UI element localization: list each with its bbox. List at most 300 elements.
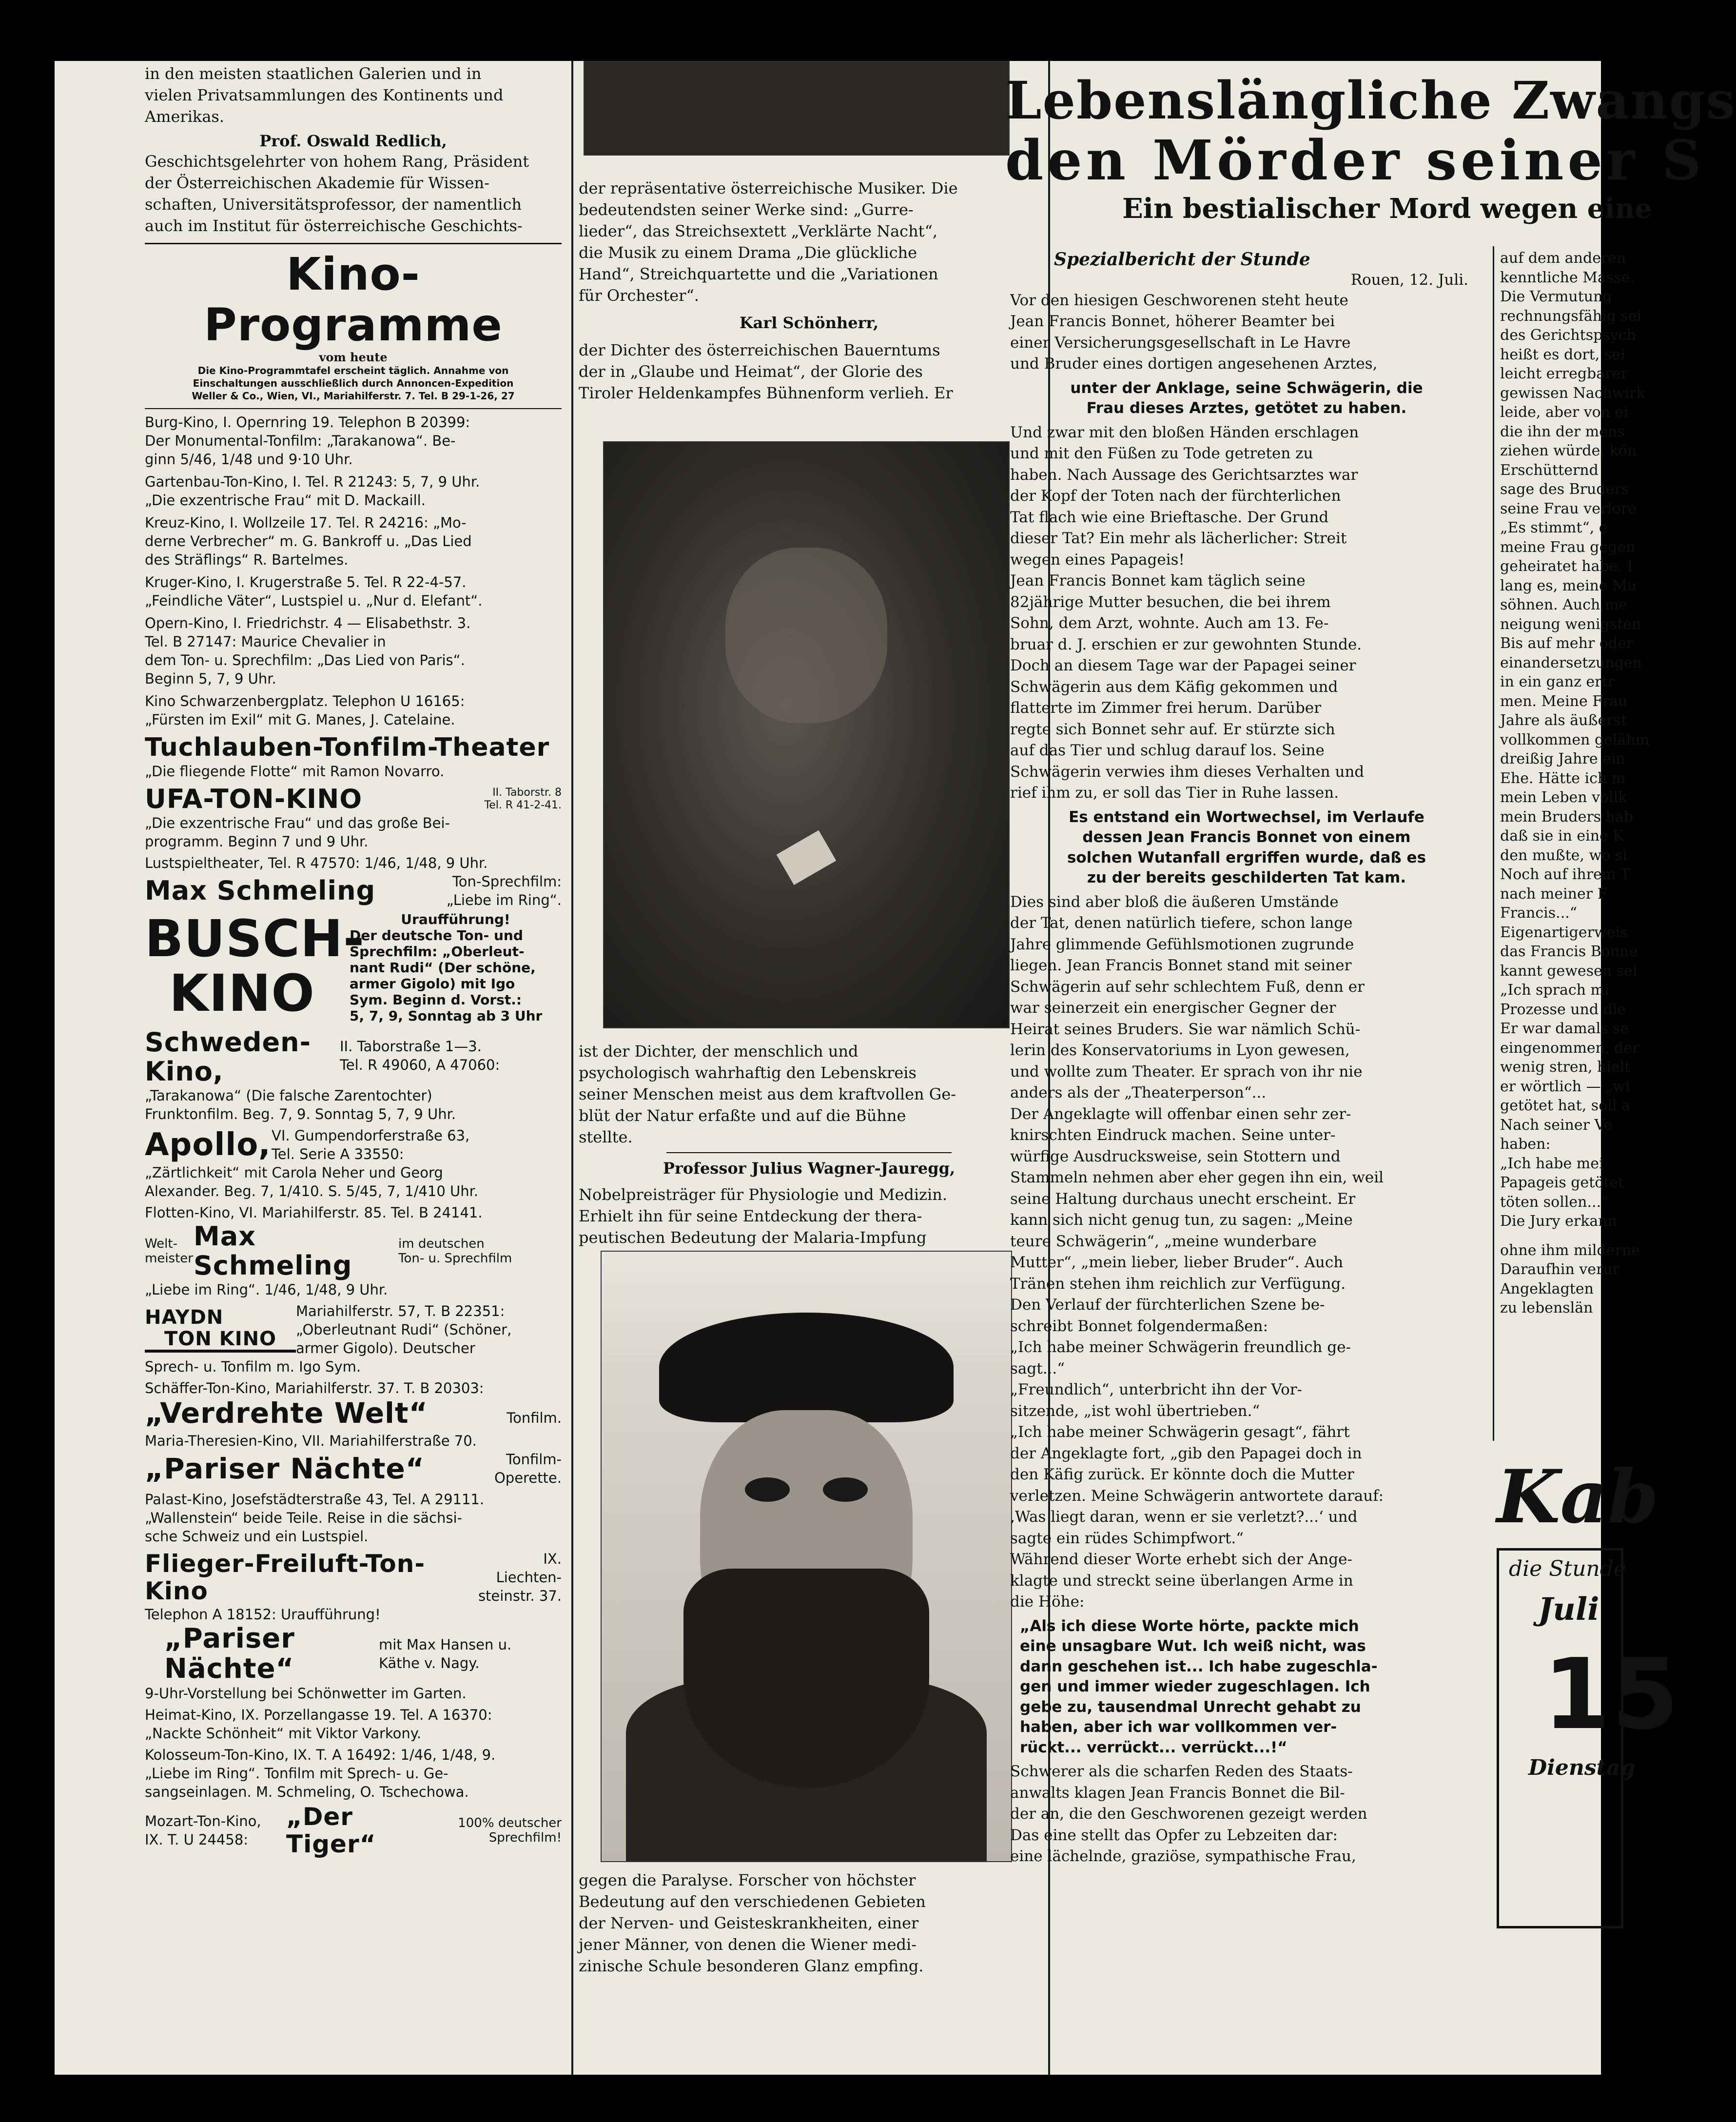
text-line: Bedeutung auf den verschiedenen Gebieten [579,1892,926,1911]
text-line: rechnungsfähig sei [1500,307,1642,325]
text-line: Schwerer als die scharfen Reden des Staats- [1010,1763,1353,1780]
text-line: Mutter“, „mein lieber, lieber Bruder“. Auch [1010,1254,1344,1271]
text-line: „Ich habe mei [1500,1155,1604,1172]
text-line: einer Versicherungsgesellschaft in Le Havre [1010,334,1351,352]
text-line: lerin des Konservatoriums in Lyon gewesen, [1010,1041,1350,1059]
apollo-addr [272,1126,562,1163]
text-line: Der Monumental-Tonfilm: „Tarakanowa“. Be- [145,432,456,449]
photo-wagner-jauregg [601,1251,1012,1862]
text-line: anders als der „Theaterperson“... [1010,1084,1267,1101]
text-line: nant Rudi“ (Der schöne, [350,960,536,976]
text-line: armer Gigolo) mit Igo [350,976,515,992]
text-line: Vor den hiesigen Geschworenen steht heute [1010,291,1348,309]
text-line: Doch an diesem Tage war der Papagei seiner [1010,657,1356,674]
article-bonnet [1010,249,1483,1868]
text-line: daß sie in eine K [1500,827,1624,845]
haydn-logo [145,1307,296,1353]
text-line: blüt der Natur erfaßte und auf die Bühne [579,1106,906,1125]
pariser-block-2 [145,1624,562,1684]
text-line: Tonfilm- [506,1451,562,1468]
text-line: Amerikas. [145,107,224,126]
ad-title: Kab [1497,1454,1659,1540]
text-line: Schäffer-Ton-Kino, Mariahilferstr. 37. T. B 20303: [145,1380,484,1396]
kolosseum-block [145,1746,562,1801]
text-line: Jean Francis Bonnet kam täglich seine [1010,572,1306,589]
verdrehte-block [145,1397,562,1429]
text-line: rückt... verrückt... verrückt...!“ [1020,1738,1287,1756]
newspaper-page [55,61,1736,2075]
text-line: schaften, Universitätsprofessor, der namentlich [145,195,522,214]
text-line: Schwägerin auf sehr schlechtem Fuß, denn er [1010,978,1365,996]
text-line: getötet hat, soll a [1500,1097,1630,1114]
wagner-name: Professor Julius Wagner-Jauregg, [663,1159,956,1178]
text-line: Hand“, Streichquartette und die „Variationen [579,265,938,283]
busch-kino-title [145,909,365,1023]
column-kino [145,63,562,1858]
text-line: der Angeklagte fort, „gib den Papagei doch in [1010,1444,1362,1462]
text-line: der repräsentative österreichische Musiker. Die [579,179,958,197]
ad-sub: die Stunde [1509,1556,1626,1581]
text-line: Dies sind aber bloß die äußeren Umstände [1010,893,1339,911]
text-line: im deutschen [398,1237,485,1251]
text-line: würfige Ausdrucksweise, sein Stottern und [1010,1147,1341,1165]
section-divider [666,1152,952,1153]
text-line: gebe zu, tausendmal Unrecht gehabt zu [1020,1698,1361,1716]
text-line: Palast-Kino, Josefstädterstraße 43, Tel. A 29111. [145,1491,485,1508]
text-line: zu lebenslän [1500,1299,1593,1316]
text-line: 100% deutscher [458,1816,562,1830]
text-line: den mußte, wo si [1500,846,1627,864]
text-line: 82jährige Mutter besuchen, die bei ihrem [1010,593,1331,611]
paragraph-3 [1010,892,1483,1612]
text-line: Sohn, dem Arzt, wohnte. Auch am 13. Fe- [1010,614,1329,632]
text-line: Tränen stehen ihm reichlich zur Verfügung. [1010,1275,1346,1293]
text-line: Käthe v. Nagy. [379,1655,480,1671]
text-line: Ton- u. Sprechfilm [398,1251,512,1266]
text-line: gewissen Nachwirk [1500,384,1645,402]
text-line: solchen Wutanfall ergriffen wurde, daß es [1067,848,1426,866]
text-line: den Käfig zurück. Er könnte doch die Mutter [1010,1466,1354,1483]
text-line: 5, 7, 9, Sonntag ab 3 Uhr [350,1008,543,1024]
text-line: Tonfilm. [507,1410,562,1426]
kino-programme-subtitle: vom heute [319,350,388,364]
list-item [145,573,562,610]
text-line: die Musik zu einem Drama „Die glückliche [579,243,917,262]
title-line: BUSCH- [145,909,365,968]
text-line: mein Bruders hab [1500,808,1634,825]
text-line: das Francis Bonne [1500,943,1638,960]
text-line: neigung wenigsten [1500,615,1641,633]
text-line: eingenommen, der [1500,1039,1639,1057]
text-line: Daraufhin verur [1500,1261,1620,1278]
text-line: nach meiner F [1500,885,1608,903]
text-line: Erhielt ihn für seine Entdeckung der thera- [579,1207,922,1225]
schmeling-side [447,872,562,909]
list-item [145,614,562,688]
logo-line: TON [164,1328,212,1350]
text-line: kannt gewesen sei [1500,962,1638,980]
portrait-highlight [777,830,836,885]
tiger-title: „Der Tiger“ [286,1803,376,1858]
ad-day: 15 [1543,1638,1680,1751]
text-line: Der Angeklagte will offenbar einen sehr zer- [1010,1105,1351,1123]
text-line: armer Gigolo). Deutscher [296,1340,475,1356]
text-line: haben, aber ich war vollkommen ver- [1020,1718,1337,1736]
text-line: für Orchester“. [579,286,699,305]
list-item [145,472,562,510]
text-line: „Tarakanowa“ (Die falsche Zarentochter) [145,1087,432,1104]
portrait-hat [659,1313,954,1422]
logo-line: HAYDN [145,1306,224,1329]
text-line: sagt...“ [1010,1359,1065,1377]
text-line: Alexander. Beg. 7, 1/410. S. 5/45, 7, 1/410 Uhr. [145,1183,479,1199]
text-line: Jahre als äußerst [1500,712,1627,729]
flotten-line: Flotten-Kino, VI. Mariahilferstr. 85. Tel. B 24141. [145,1204,483,1221]
text-line: Heirat seines Bruders. Sie war nämlich Schü- [1010,1020,1361,1038]
pariser-title: „Pariser Nächte“ [145,1452,425,1485]
portrait-eye-left [745,1477,790,1502]
tuchlauben-title: Tuchlauben-Tonfilm-Theater [145,733,550,762]
text-line: die ihn der mens [1500,423,1625,440]
text-line: Die Jury erkann [1500,1213,1617,1230]
text-line: bruar d. J. erschien er zur gewohnten Stunde. [1010,635,1362,653]
text-line: auf das Tier und schlug darauf los. Seine [1010,742,1325,759]
section-divider [145,408,562,409]
text-line: Kolosseum-Ton-Kino, IX. T. A 16492: 1/46, 1/48, 9. [145,1747,496,1763]
text-line: Nach seiner Ve [1500,1116,1613,1134]
tiger-side [432,1816,562,1845]
text-line: „Die exzentrische Frau“ und das große Bei- [145,815,450,831]
text-line: Operette. [494,1470,562,1486]
list-item [145,692,562,729]
text-line: regte sich Bonnet sehr auf. Er stürzte sich [1010,720,1335,738]
text-line: geheiratet habe. I [1500,558,1633,575]
text-line: war seinerzeit ein energischer Gegner der [1010,999,1336,1017]
text-line: Eigenartigerweis [1500,923,1628,941]
note-line: Weller & Co., Wien, VI., Mariahilferstr. 7. Tel. B 29-1-26, 27 [192,390,515,402]
text-line: Sprech- u. Tonfilm m. Igo Sym. [145,1358,361,1375]
text-line: „Ich habe meiner Schwägerin gesagt“, fährt [1010,1423,1350,1441]
text-line: teure Schwägerin“, „meine wunderbare [1010,1232,1317,1250]
text-line: knirschten Eindruck machen. Seine unter- [1010,1126,1336,1144]
text-line: auch im Institut für österreichische Geschichts- [145,216,523,235]
text-line: Frau dieses Arztes, getötet zu haben. [1086,399,1407,417]
schweden-block [145,1028,562,1086]
text-line: Papageis getötet [1500,1174,1624,1191]
text-line: eine unsagbare Wut. Ich weiß nicht, was [1020,1637,1366,1655]
dateline: Rouen, 12. Juli. [1350,271,1468,289]
text-line: „Liebe im Ring“. 1/46, 1/48, 9 Uhr. [145,1281,388,1298]
text-line: dieser Tat? Ein mehr als lächerlicher: Streit [1010,530,1347,547]
text-line: Kino Schwarzenbergplatz. Telephon U 16165: [145,693,465,709]
bold-passage-3 [1010,1616,1483,1758]
text-line: leicht erregbarer [1500,365,1628,382]
text-line: sage des Bruders [1500,481,1629,498]
pariser-block-1 [145,1450,562,1487]
text-line: Burg-Kino, I. Opernring 19. Telephon B 20399: [145,414,470,431]
text-line: IX. Liechten- [496,1551,562,1586]
text-line: mit Max Hansen u. [379,1636,512,1653]
text-line: dessen Jean Francis Bonnet von einem [1082,828,1411,846]
redlich-description [145,151,562,236]
text-line: haben: [1500,1136,1551,1153]
text-line: gen und immer wieder zugeschlagen. Ich [1020,1678,1370,1695]
column-personalities-end [579,1870,1039,1977]
text-line: Gartenbau-Ton-Kino, I. Tel. R 21243: 5, 7, 9 Uhr. [145,473,480,490]
ad-weekday: Dienstag [1528,1755,1636,1780]
text-line: Maria-Theresien-Kino, VII. Mariahilferstraße 70. [145,1433,477,1449]
text-line: der Nerven- und Geisteskrankheiten, einer [579,1914,919,1932]
text-line: eine lächelnde, graziöse, sympathische Frau, [1010,1847,1356,1865]
text-line: töten sollen...“ [1500,1193,1609,1211]
text-line: ohne ihm milderne [1500,1241,1640,1259]
text-line: II. Taborstr. 8 [492,786,562,799]
text-line: Während dieser Worte erhebt sich der Ange- [1010,1551,1352,1568]
flieger-title: Flieger-Freiluft-Ton-Kino [145,1550,426,1605]
text-line: die Höhe: [1010,1593,1085,1611]
text-line: und Bruder eines dortigen angesehenen Arztes, [1010,355,1378,373]
busch-kino-block [145,911,562,1024]
ad-calendar-box [1497,1548,1680,1928]
text-line: steinstr. 37. [478,1588,562,1604]
text-line: söhnen. Auch me [1500,596,1628,613]
photo-karl-schoenherr [603,441,1010,1028]
text-line: wenig stren, hielt [1500,1059,1631,1076]
flieger-block [145,1550,562,1605]
kino-programme-note [145,364,562,402]
text-line: Tat flach wie eine Brieftasche. Der Grund [1010,508,1329,526]
schmeling-block-1 [145,872,562,909]
text-line: sangseinlagen. M. Schmeling, O. Tschechowa. [145,1784,469,1800]
apollo-title: Apollo, [145,1127,271,1163]
text-line: Tel. R 49060, A 47060: [340,1057,500,1073]
text-line: Bis auf mehr oder [1500,635,1634,652]
text-line: sche Schweiz und ein Lustspiel. [145,1528,369,1545]
text-line: zinische Schule besonderen Glanz empfing. [579,1957,924,1975]
text-line: Sprechfilm: „Oberleut- [350,943,525,960]
text-line: „Zärtlichkeit“ mit Carola Neher und Georg [145,1164,443,1181]
text-line: „Oberleutnant Rudi“ (Schöner, [296,1321,512,1338]
paragraph-4 [1010,1762,1483,1867]
text-line: Opern-Kino, I. Friedrichstr. 4 — Elisabethstr. 3. [145,615,471,631]
ad-month: Juli [1538,1591,1599,1628]
text-line: des Sträflings“ R. Bartelmes. [145,551,349,568]
column-rule-3 [1493,246,1494,1441]
portrait-face-shape [725,548,887,723]
column-personalities-continued [579,1041,1039,1249]
text-line: haben. Nach Aussage des Gerichtsarztes war [1010,466,1358,484]
text-line: Kruger-Kino, I. Krugerstraße 5. Tel. R 22-4-57. [145,574,467,590]
text-line: seiner Menschen meist aus dem kraftvollen Ge- [579,1085,956,1103]
schmeling-side [398,1237,562,1266]
text-line: Telephon A 18152: Uraufführung! [145,1606,381,1623]
text-line [1500,1231,1617,1241]
haydn-details [296,1302,562,1357]
text-line: unter der Anklage, seine Schwägerin, die [1070,379,1423,397]
text-line: „Fürsten im Exil“ mit G. Manes, J. Catelaine. [145,711,455,728]
column-rule-1 [571,61,573,2075]
schoenherr-name: Karl Schönherr, [739,314,879,332]
text-line: schreibt Bonnet folgendermaßen: [1010,1317,1268,1335]
text-line: gegen die Paralyse. Forscher von höchster [579,1871,916,1889]
busch-kino-details [350,911,562,1024]
text-line: der Dichter des österreichischen Bauerntums [579,341,940,359]
note-line: Einschaltungen ausschließlich durch Annoncen-Expedition [193,377,514,389]
text-line: Jahre glimmende Gefühlsmotionen zugrunde [1010,935,1354,953]
flieger-side [476,1550,562,1605]
text-line: Stammeln nehmen aber eher gegen ihn ein, weil [1010,1169,1384,1186]
text-line: und mit den Füßen zu Tode getreten zu [1010,445,1313,462]
text-line: lieder“, das Streichsextett „Verklärte Nacht“, [579,222,938,240]
text-line: bedeutendsten seiner Werke sind: „Gurre- [579,200,914,219]
text-line: Mariahilferstr. 57, T. B 22351: [296,1303,505,1319]
article-headline [1005,70,1736,226]
text-line: wegen eines Papageis! [1010,550,1185,569]
headline-line-2: den Mörder seiner S [1005,129,1705,193]
text-line: Jean Francis Bonnet, höherer Beamter bei [1010,313,1335,330]
text-line: „Ich habe meiner Schwägerin freundlich ge- [1010,1338,1351,1356]
text-line: Die Vermutung [1500,288,1612,305]
text-line: Nobelpreisträger für Physiologie und Medizin. [579,1185,947,1204]
text-line: der Österreichischen Akademie für Wissen- [145,174,489,192]
kino-listing [145,413,562,1858]
article-continuation [1500,249,1650,1318]
title-line: KINO [169,963,315,1023]
text-line: seine Haltung durchaus unecht erscheint. Er [1010,1190,1356,1208]
text-line: „Als ich diese Worte hörte, packte mich [1020,1617,1359,1635]
schweden-addr [340,1037,562,1074]
text-line: VI. Gumpendorferstraße 63, [272,1127,470,1144]
text-line: heißt es dort, sei [1500,346,1625,363]
bold-passage-1 [1010,378,1483,419]
text-line: Er war damals se [1500,1020,1629,1037]
schmeling-block-2 [145,1222,562,1280]
text-line: Ehe. Hätte ich m [1500,769,1626,787]
text-line: mein Leben vollk [1500,789,1627,806]
text-line: verletzen. Meine Schwägerin antwortete darauf: [1010,1487,1384,1505]
text-line: II. Taborstraße 1—3. [340,1038,482,1055]
text-line: auf dem anderen [1500,250,1626,267]
text-line: in den meisten staatlichen Galerien und in [145,64,482,83]
text-line: Tel. Serie A 33550: [272,1146,404,1162]
text-line: Den Verlauf der fürchterlichen Szene be- [1010,1296,1325,1314]
portrait-eye-right [823,1477,868,1502]
text-line: einandersetzungen [1500,654,1642,671]
text-line: Tel. B 27147: Maurice Chevalier in [145,633,386,650]
text-line: der Tat, denen natürlich tiefere, schon lange [1010,914,1353,932]
text-line: stellte. [579,1128,633,1146]
headline-line-1: Lebenslängliche Zwangs [1005,70,1736,131]
text-line: Frunktonfilm. Beg. 7, 9. Sonntag 5, 7, 9 Uhr. [145,1106,456,1122]
text-line: „Wallenstein“ beide Teile. Reise in die sächsi- [145,1510,462,1526]
mozart-block [145,1803,562,1858]
kino-programme-title: Kino-Programme [204,248,503,351]
pariser-side [379,1635,562,1672]
special-report-label: Spezialbericht der Stunde [1054,249,1310,270]
text-line: leide, aber von ei [1500,404,1628,421]
list-item [145,513,562,569]
text-line: Geschichtsgelehrter von hohem Rang, Präsident [145,152,529,171]
text-line: seine Frau verlore [1500,500,1637,517]
heimat-block [145,1706,562,1743]
text-line: Beginn 5, 7, 9 Uhr. [145,670,276,687]
bold-passage-2 [1010,807,1483,888]
schmeling-pre [145,1237,194,1266]
column-personalities [579,178,1039,404]
text-line: men. Meine Frau [1500,692,1628,710]
text-line: ‚Was liegt daran, wenn er sie verletzt?...‘ und [1010,1508,1358,1526]
text-line: „Ich sprach mi [1500,982,1609,999]
text-line: Kreuz-Kino, I. Wollzeile 17. Tel. R 24216: „Mo- [145,514,467,531]
text-line: vielen Privatsammlungen des Kontinents und [145,86,504,104]
text-line: sagte ein rüdes Schimpfwort.“ [1010,1529,1244,1547]
text-line: Heimat-Kino, IX. Porzellangasse 19. Tel. A 16370: [145,1707,492,1723]
text-line: Das eine stellt das Opfer zu Lebzeiten dar: [1010,1826,1338,1844]
haydn-block [145,1302,562,1357]
text-line: jener Männer, von denen die Wiener medi- [579,1935,917,1954]
text-line: Tel. R 41-2-41. [484,799,562,811]
text-line: meister [145,1251,193,1266]
palast-block [145,1490,562,1546]
text-line: Uraufführung! [401,911,510,927]
text-line: derne Verbrecher“ m. G. Bankroff u. „Das Lied [145,533,472,550]
text-line: lang es, meine Mu [1500,577,1637,594]
text-line: Schwägerin verwies ihm dieses Verhalten und [1010,763,1365,781]
text-line: dann geschehen ist... Ich habe zugeschla- [1020,1657,1378,1675]
redlich-preceding-text [145,63,562,127]
text-line: peutischen Bedeutung der Malaria-Impfung [579,1228,927,1247]
schmeling-title: Max Schmeling [194,1221,352,1281]
redlich-name: Prof. Oswald Redlich, [259,132,447,150]
text-line: rief ihm zu, er soll das Tier in Ruhe lassen. [1010,784,1339,802]
ufa-block [145,785,562,814]
text-line: zu der bereits geschilderten Tat kam. [1087,869,1406,886]
paragraph-2 [1010,423,1483,804]
text-line: der in „Glaube und Heimat“, der Glorie des [579,362,923,381]
ufa-address [485,786,562,812]
text-line: und wollte zum Theater. Er sprach von ihr nie [1010,1062,1363,1081]
text-line: dreißig Jahre ein [1500,750,1625,767]
text-line: Prozesse und die [1500,1001,1626,1018]
text-line: Angeklagten [1500,1280,1594,1297]
schmeling-title: Max Schmeling [145,875,376,906]
schweden-title: Schweden-Kino, [145,1027,311,1087]
text-line: Und zwar mit den bloßen Händen erschlagen [1010,423,1359,441]
text-line: IX. T. U 24458: [145,1831,249,1848]
text-line: Welt- [145,1237,177,1251]
text-line: Francis...“ [1500,904,1578,922]
note-line: Die Kino-Programmtafel erscheint täglich. Annahme von [197,365,509,376]
calendar-ad [1497,1454,1680,1943]
text-line: Sym. Beginn d. Vorst.: [350,992,522,1008]
text-line: psychologisch wahrhaftig den Lebenskreis [579,1063,917,1082]
text-line: „Nackte Schönheit“ mit Viktor Varkony. [145,1725,422,1742]
text-line: „Die exzentrische Frau“ mit D. Mackaill. [145,492,426,509]
text-line: Der deutsche Ton- und [350,927,523,943]
text-line: sitzende, „ist wohl übertrieben.“ [1010,1402,1260,1420]
text-line: meine Frau gegen [1500,538,1636,556]
subheadline: Ein bestialischer Mord wegen eine [1122,193,1652,225]
text-line: dem Ton- u. Sprechfilm: „Das Lied von Paris“. [145,652,465,668]
photo-top-portrait-crop [584,61,1010,156]
section-divider [145,243,562,244]
logo-line: KINO [219,1328,277,1350]
text-line: 9-Uhr-Vorstellung bei Schönwetter im Garten. [145,1685,467,1702]
pariser-side [494,1450,562,1487]
text-line: Es entstand ein Wortwechsel, im Verlaufe [1069,808,1424,826]
ufa-title: UFA-TON-KINO [145,784,363,814]
text-line: anwalts klagen Jean Francis Bonnet die Bil- [1010,1784,1345,1802]
